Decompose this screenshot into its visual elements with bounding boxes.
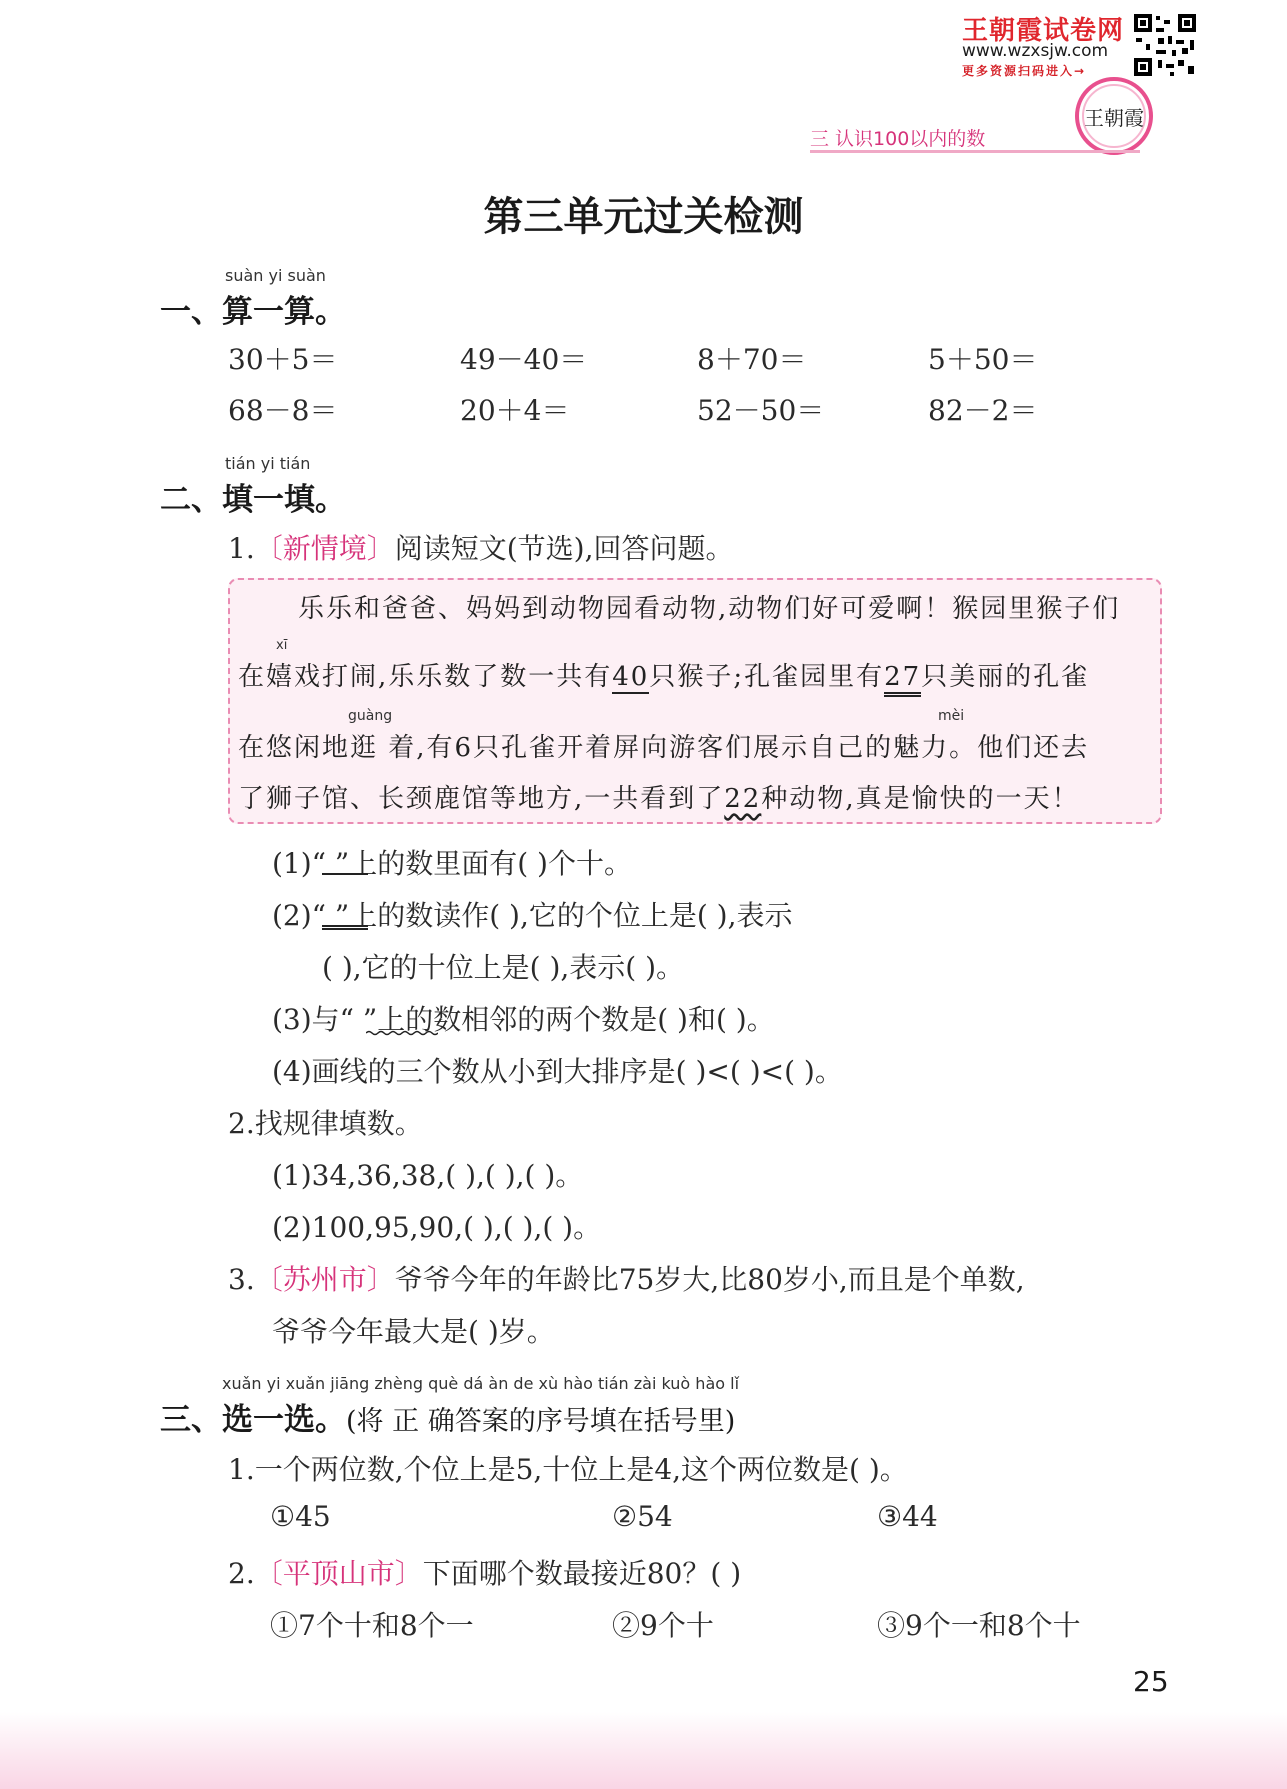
double-underlined-number-27: 27 [884,662,921,697]
question-number: 2. [228,1107,255,1140]
page-title: 第三单元过关检测 [483,194,804,240]
wavy-underline-mark [366,1030,438,1036]
calc-item: 68－8＝ [228,394,338,427]
passage-text: 只猴子;孔雀园里有 [649,662,885,692]
calc-item: 8＋70＝ [697,343,807,376]
question-2-3-cont: 爷爷今年最大是( )岁。 [272,1315,555,1348]
section3-heading [160,1394,735,1439]
brand-more-text: 更多资源扫码进入→ [962,64,1087,78]
passage-text: 只美丽的孔雀 [921,662,1090,692]
section2-pinyin: tián yi tián [225,454,311,473]
option: ②54 [612,1500,673,1533]
option: ①7个十和8个一 [270,1609,474,1642]
question-tag: 〔平顶山市〕 [254,1557,423,1590]
section3-pinyin: xuǎn yi xuǎn jiāng zhèng què dá àn de xù hào tián zài kuò hào lǐ [222,1374,740,1393]
logo-text: 王朝霞 [1084,106,1144,130]
question-number: 1. [228,532,255,565]
calc-item: 82－2＝ [928,394,1038,427]
question-tag: 〔苏州市〕 [254,1263,395,1296]
heading-note: (将 正 确答案的序号填在括号里) [346,1406,736,1437]
option: ③9个一和8个十 [877,1609,1081,1642]
page-number: 25 [1133,1665,1169,1698]
question-text: 下面哪个数最接近80？( ) [422,1557,742,1590]
pattern-a: (1)34,36,38,( ),( ),( )。 [272,1159,584,1192]
pinyin-xi: xī [276,638,288,653]
brand-url: www.wzxsjw.com [962,41,1109,61]
question-number: 3. [228,1263,255,1296]
question-3-1 [228,1448,908,1488]
double-underline-mark [322,925,368,930]
sub-question-3: (3)与“ ”上的数相邻的两个数是( )和( )。 [272,1003,775,1036]
question-text: 阅读短文(节选),回答问题。 [394,532,734,565]
passage-line: 乐乐和爸爸、妈妈到动物园看动物,动物们好可爱啊！猴园里猴子们 [298,594,1121,624]
section1-pinyin: suàn yi suàn [225,266,326,285]
calc-item: 30＋5＝ [228,343,338,376]
pattern-b: (2)100,95,90,( ),( ),( )。 [272,1211,602,1244]
option: ③44 [877,1500,938,1533]
option: ①45 [270,1500,331,1533]
passage-text: 种动物,真是愉快的一天！ [761,784,1080,814]
question-text: 爷爷今年的年龄比75岁大,比80岁小,而且是个单数, [394,1263,1025,1296]
question-2-3 [228,1258,1025,1298]
heading-text: 三、选一选。 [160,1402,346,1438]
passage-line [238,656,1089,693]
question-2-2 [228,1102,423,1142]
question-2-1 [228,527,733,567]
passage-line [238,778,1080,815]
passage-line: 在悠闲地逛 着,有6只孔雀开着屏向游客们展示自己的魅力。他们还去 [238,733,1090,763]
section1-heading: 一、算一算。 [160,294,346,330]
wavy-underlined-number-22: 22 [724,784,762,814]
sub-question-2: (2)“ ”上的数读作( ),它的个位上是( ),表示 [272,899,793,932]
calc-item: 5＋50＝ [928,343,1038,376]
passage-text: 在嬉戏打闹,乐乐数了数一共有 [238,662,613,692]
pinyin-guang: guàng [348,708,393,724]
calc-item: 49－40＝ [460,343,588,376]
bottom-decoration [0,1712,1287,1789]
sub-question-4: (4)画线的三个数从小到大排序是( )<( )<( )。 [272,1055,843,1088]
question-tag: 〔新情境〕 [254,532,395,565]
unit-tag: 三 认识100以内的数 [810,128,986,150]
calc-item: 20＋4＝ [460,394,570,427]
underlined-number-40: 40 [612,662,650,692]
question-number: 1. [228,1453,255,1486]
passage-text: 了狮子馆、长颈鹿馆等地方,一共看到了 [238,784,725,814]
brand-logo [1074,76,1154,156]
question-number: 2. [228,1557,255,1590]
question-text: 找规律填数。 [254,1107,423,1140]
question-text: 一个两位数,个位上是5,十位上是4,这个两位数是( )。 [254,1453,908,1486]
qr-code-icon [1132,12,1198,78]
option: ②9个十 [612,1609,714,1642]
single-underline-mark [322,873,368,875]
brand-title: 王朝霞试卷网 [962,16,1125,46]
question-3-2 [228,1552,741,1592]
pinyin-mei: mèi [938,708,965,724]
calc-item: 52－50＝ [697,394,825,427]
sub-question-1: (1)“ ”上的数里面有( )个十。 [272,847,632,880]
sub-question-2-cont: ( ),它的十位上是( ),表示( )。 [322,951,685,984]
section2-heading: 二、填一填。 [160,482,346,518]
unit-underline [810,150,1140,153]
